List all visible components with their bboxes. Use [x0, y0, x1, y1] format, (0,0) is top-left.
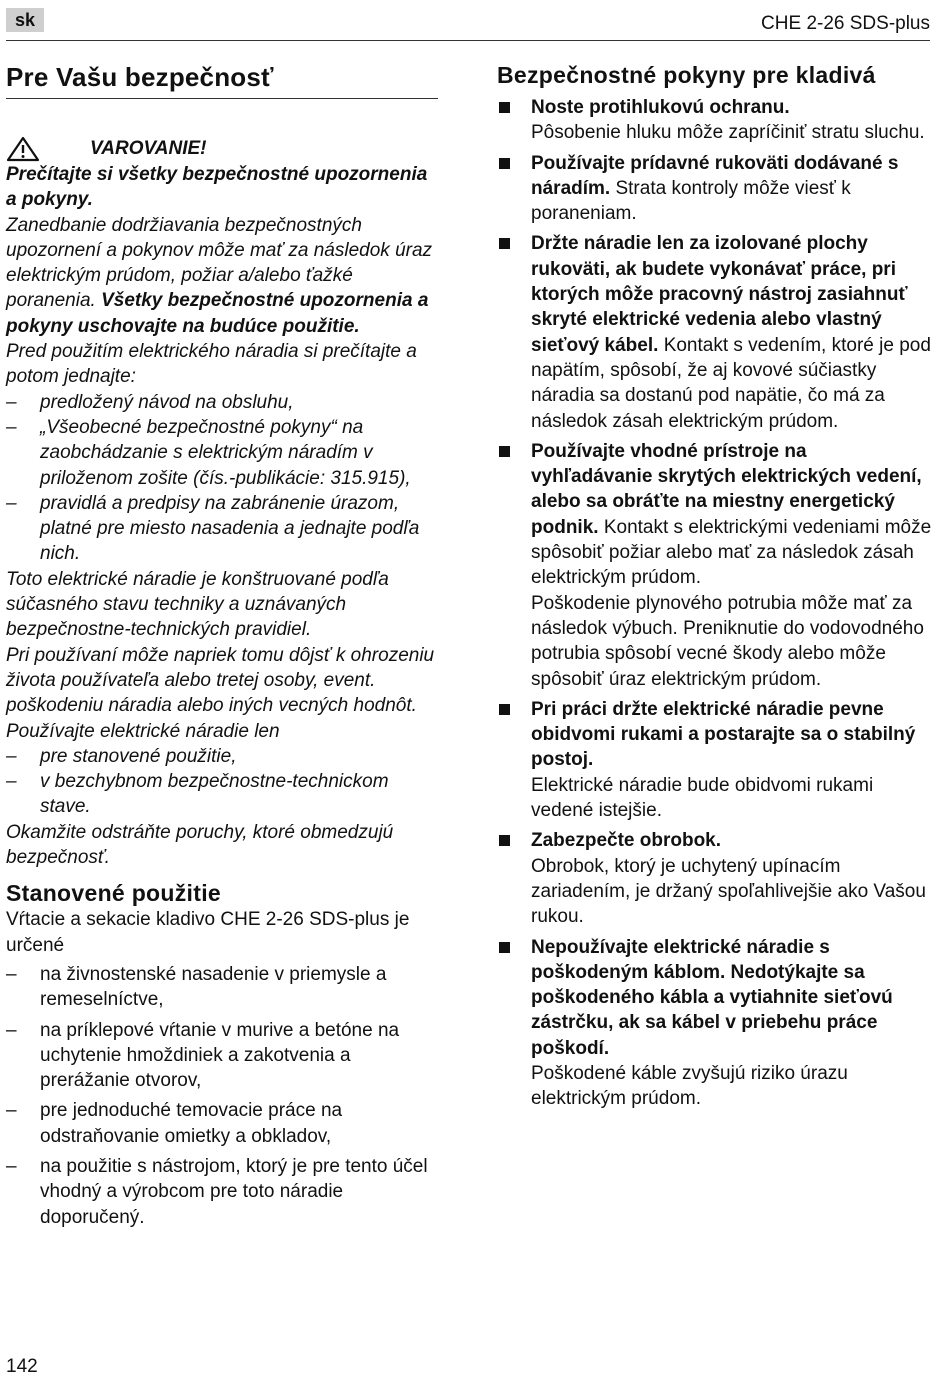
bullet-square-icon [499, 158, 510, 169]
language-tag: sk [6, 8, 44, 32]
section-title-hammer-safety: Bezpečnostné pokyny pre kladivá [497, 62, 876, 88]
intended-use-list [6, 962, 438, 1230]
warning-block [6, 135, 438, 1235]
warning-label: VAROVANIE! [90, 137, 207, 159]
bullet-square-icon [499, 238, 510, 249]
list-item: – pre stanovené použitie, [6, 745, 237, 767]
bullet-square-icon [499, 942, 510, 953]
warning-paragraph-2: Pred použitím elektrického náradia si prečítajte a potom jednajte: [6, 341, 417, 388]
list-item: – pre jednoduché temovacie práce na odstraňovanie omietky a obkladov, [6, 1100, 343, 1147]
list-item: Noste protihlukovú ochranu. Pôsobenie hluku môže zapríčiniť stratu sluchu. [497, 95, 933, 146]
intended-use-section [6, 880, 438, 1230]
section-title-safety: Pre Vašu bezpečnosť [6, 62, 274, 92]
warning-paragraph-4: Pri používaní môže napriek tomu dôjsť k ohrozeniu života používateľa alebo tretej osoby, event. poškodeniu náradia alebo iných vecných hodnôt. Používajte elektrické náradie len [6, 644, 435, 742]
warning-paragraph-5: Okamžite odstráňte poruchy, ktoré obmedzujú bezpečnosť. [6, 821, 394, 869]
list-item: – na živnostenské nasadenie v priemysle a remeselníctve, [6, 963, 387, 1011]
list-item: – „Všeobecné bezpečnostné pokyny“ na zaobchádzanie s elektrickým náradím v priloženom zošite (čís.-publikácie: 315.915), [6, 416, 411, 489]
list-item: Nepoužívajte elektrické náradie s poškodeným káblom. Nedotýkajte sa poškodeného kábla a vytiahnite sieťovú zástrčku, ak sa kábel v priebehu práce poškodí. Poškodené káble zvyšujú riziko úrazu elektrickým prúdom. [497, 935, 933, 1112]
list-item: – v bezchybnom bezpečnostne-technickom stave. [6, 771, 389, 818]
warning-paragraph-3: Toto elektrické náradie je konštruované podľa súčasného stavu techniky a uznávaných bezpečnostne-technických pravidiel. [6, 568, 389, 641]
bullet-square-icon [499, 446, 510, 457]
read-before-list [6, 390, 438, 567]
warning-paragraph-1: Zanedbanie dodržiavania bezpečnostných upozornení a pokynov môže mať za následok úraz elektrickým prúdom, požiar a/alebo ťažké poranenia. Všetky bezpečnostné upozornenia a pokyny uschovajte na budúce použitie. [6, 214, 433, 337]
title-rule [6, 98, 438, 99]
hammer-safety-section [497, 62, 933, 1117]
list-item: – na použitie s nástrojom, ktorý je pre tento účel vhodný a výrobcom pre toto náradie doporučený. [6, 1155, 428, 1228]
page-number: 142 [6, 1356, 38, 1377]
list-item: Používajte vhodné prístroje na vyhľadávanie skrytých elektrických vedení, alebo sa obráťte na miestny energetický podnik. Kontakt s elektrickými vedeniami môže spôsobiť požiar alebo mať za následok zásah elektrickým prúdom. Poškodenie plynového potrubia môže mať za následok výbuch. Preniknutie do vodovodného potrubia spôsobí vecné škody alebo môže spôsobiť úraz elektrickým prúdom. [497, 439, 933, 692]
product-name: CHE 2-26 SDS-plus [761, 13, 930, 34]
list-item: Držte náradie len za izolované plochy rukoväti, ak budete vykonávať práce, pri ktorých môže pracovný nástroj zasiahnuť skryté elektrické vedenia alebo vlastný sieťový kábel. Kontakt s vedením, ktoré je pod napätím, spôsobí, že aj kovové súčiastky náradia sa dostanú pod napätie, čo má za následok zásah elektrickým prúdom. [497, 231, 933, 433]
bullet-square-icon [499, 835, 510, 846]
hammer-safety-list [497, 95, 933, 1112]
bullet-square-icon [499, 102, 510, 113]
section-title-intended-use: Stanovené použitie [6, 880, 221, 907]
header-rule [6, 40, 930, 41]
list-item: – predložený návod na obsluhu, [6, 391, 294, 413]
list-item: Pri práci držte elektrické náradie pevne obidvomi rukami a postarajte sa o stabilný postoj. Elektrické náradie bude obidvomi rukami vedené istejšie. [497, 697, 933, 823]
warning-read-all: Prečítajte si všetky bezpečnostné upozornenia a pokyny. [6, 164, 428, 211]
list-item: Zabezpečte obrobok. Obrobok, ktorý je uchytený upínacím zariadením, je držaný spoľahlivejšie ako Vašou rukou. [497, 828, 933, 929]
intended-use-intro: Vŕtacie a sekacie kladivo CHE 2-26 SDS-plus je určené [6, 909, 410, 956]
bullet-square-icon [499, 704, 510, 715]
list-item: – pravidlá a predpisy na zabránenie úrazom, platné pre miesto nasadenia a jednajte podľa nich. [6, 492, 420, 565]
list-item: Používajte prídavné rukoväti dodávané s náradím. Strata kontroly môže viesť k poraneniam. [497, 151, 933, 227]
use-only-list [6, 744, 438, 820]
warning-triangle-icon [6, 136, 40, 162]
list-item: – na príklepové vŕtanie v murive a betóne na uchytenie hmoždiniek a zakotvenia a prerážanie otvorov, [6, 1019, 400, 1092]
